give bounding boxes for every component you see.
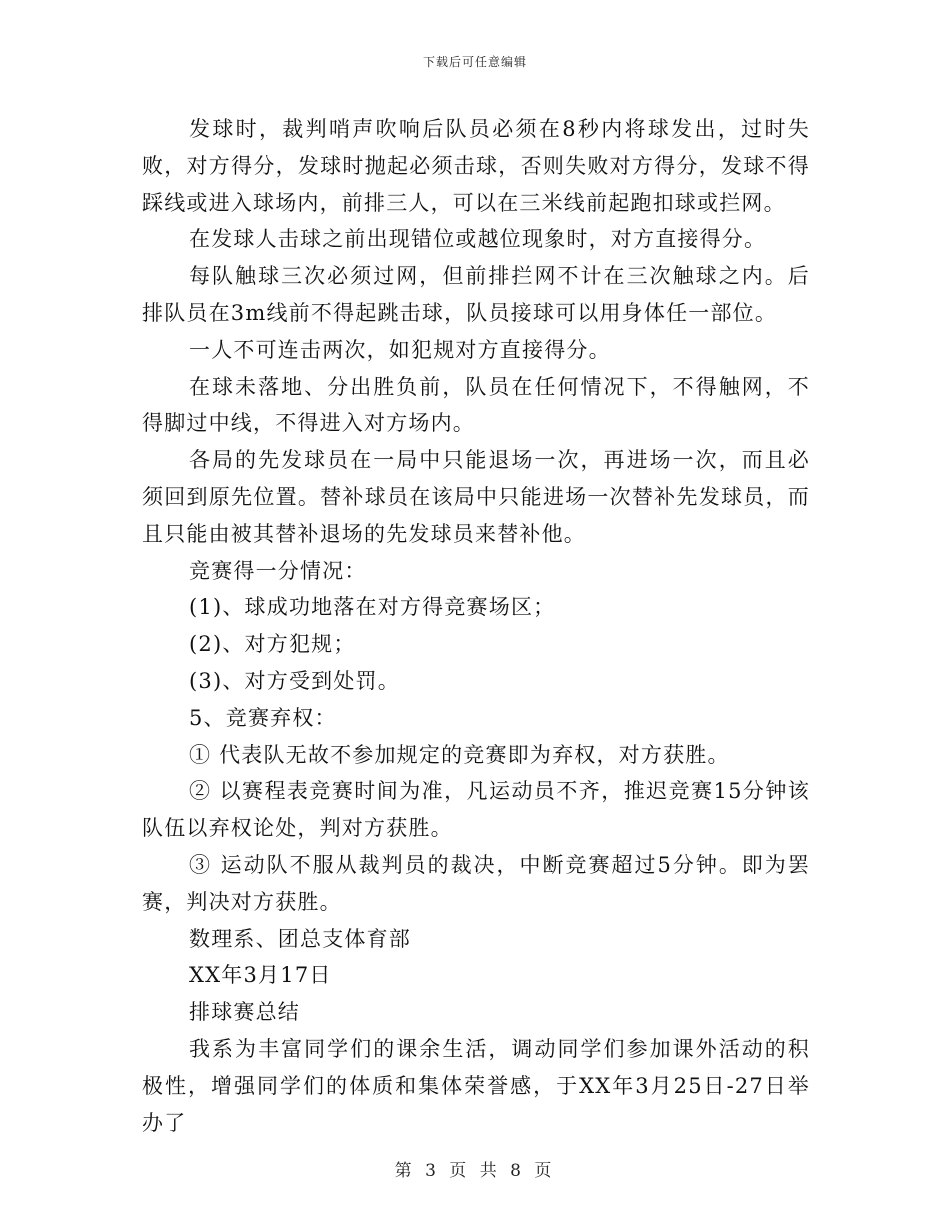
paragraph-scoring-item-3: (3)、对方受到处罚。 xyxy=(189,668,400,693)
paragraph-forfeit-heading: 5、竞赛弃权： xyxy=(189,705,337,730)
paragraph-net-touch: 在球未落地、分出胜负前，队员在任何情况下，不得触网，不得脚过中线，不得进入对方场内。 xyxy=(142,374,810,436)
paragraph-serve-rules: 发球时，裁判哨声吹响后队员必须在8秒内将球发出，过时失败，对方得分，发球时抛起必须击球，否则失败对方得分，发球不得踩线或进入球场内，前排三人，可以在三米线前起跑扣球或拦网。 xyxy=(142,117,810,215)
paragraph-forfeit-item-2: ② 以赛程表竞赛时间为准，凡运动员不齐，推迟竞赛15分钟该队伍以弃权论处，判对方获胜。 xyxy=(142,779,810,841)
paragraph-organizer: 数理系、团总支体育部 xyxy=(189,926,411,951)
paragraph-forfeit-item-3: ③ 运动队不服从裁判员的裁决，中断竞赛超过5分钟。即为罢赛，判决对方获胜。 xyxy=(142,852,810,914)
paragraph-date: XX年3月17日 xyxy=(189,963,332,988)
paragraph-double-hit: 一人不可连击两次，如犯规对方直接得分。 xyxy=(189,337,611,362)
paragraph-summary-intro: 我系为丰富同学们的课余生活，调动同学们参加课外活动的积极性，增强同学们的体质和集体荣誉感，于XX年3月25日-27日举办了 xyxy=(142,1036,810,1135)
paragraph-forfeit-item-1: ① 代表队无故不参加规定的竞赛即为弃权，对方获胜。 xyxy=(189,742,730,767)
paragraph-three-touches: 每队触球三次必须过网，但前排拦网不计在三次触球之内。后排队员在3m线前不得起跳击球，队员接球可以用身体任一部位。 xyxy=(142,264,810,325)
page-footer: 第 3 页 共 8 页 xyxy=(394,1161,556,1181)
paragraph-scoring-item-2: (2)、对方犯规； xyxy=(189,632,356,657)
paragraph-scoring-heading: 竞赛得一分情况： xyxy=(189,558,367,583)
paragraph-substitution: 各局的先发球员在一局中只能退场一次，再进场一次，而且必须回到原先位置。替补球员在该局中只能进场一次替补先发球员，而且只能由被其替补退场的先发球员来替补他。 xyxy=(142,448,810,546)
document-body xyxy=(142,111,810,1141)
paragraph-scoring-item-1: (1)、球成功地落在对方得竞赛场区； xyxy=(189,595,556,620)
page-header: 下载后可任意编辑 xyxy=(422,55,527,69)
paragraph-position-fault: 在发球人击球之前出现错位或越位现象时，对方直接得分。 xyxy=(189,227,767,252)
paragraph-summary-title: 排球赛总结 xyxy=(189,1000,300,1025)
